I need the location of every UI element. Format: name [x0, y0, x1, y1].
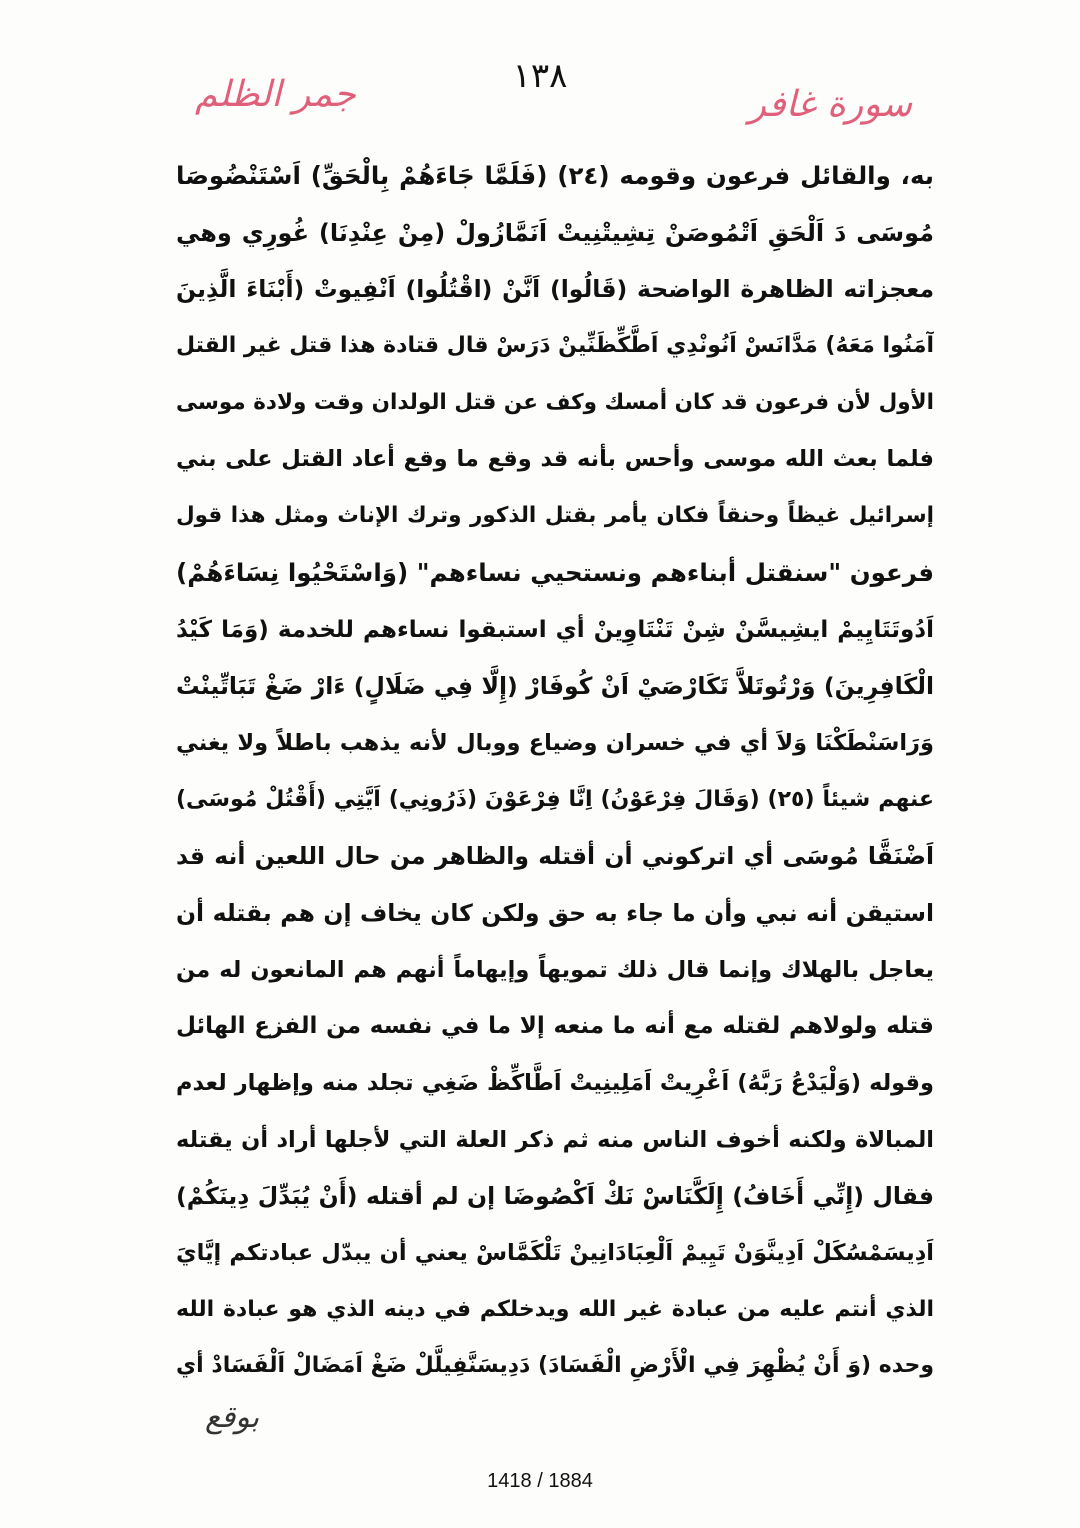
text-line: فرعون "سنقتل أبناءهم ونستحيي نساءهم" (وَاسْتَحْيُوا نِسَاءَهُمْ) [176, 557, 934, 587]
text-line: اَدُوتَتَايِيمْ ايشِيسَّنْ شِنْ تَنْتَاوِينْ أي استبقوا نساءهم للخدمة (وَمَا كَيْدُ [176, 616, 934, 643]
text-line: به، والقائل فرعون وقومه (٢٤) (فَلَمَّا جَاءَهُمْ بِالْحَقِّ) اَسْتَنْضُوصَا [176, 161, 934, 190]
body-text [176, 148, 934, 1395]
text-line: الْكَافِرِينَ) وَرْتُوتَلاَّ تَكَارْصَيْ اَنْ كُوفَارْ (إِلَّا فِي ضَلَالٍ) ءَارْ ضَغْ تَبَاتِّينْتْ [176, 672, 934, 701]
text-line: معجزاته الظاهرة الواضحة (قَالُوا) اَنَّنْ (اقْتُلُوا) اَنْفِيوتْ (أَبْنَاءَ الَّذِينَ [176, 275, 934, 304]
margin-note-left: جمر الظلم [195, 74, 356, 115]
text-line: الأول لأن فرعون قد كان أمسك وكف عن قتل الولدان وقت ولادة موسى [176, 389, 934, 415]
text-line: وحده (وَ أَنْ يُظْهِرَ فِي الْأَرْضِ الْفَسَادَ) دَدِيسَنَّفِيلَّلْ ضَغْ اَمَضَالْ اَلْفَسَادْ أي [176, 1353, 934, 1379]
text-line: استيقن أنه نبي وأن ما جاء به حق ولكن كان يخاف إن هم بقتله أن [176, 898, 934, 927]
text-line: مُوسَى دَ اَلْحَقِ اَتْمُوصَنْ تِشِيتْنِيتْ اَنَمَّازُولْ (مِنْ عِنْدِنَا) غُورِي وهي [176, 218, 934, 247]
text-line: اَدِيسَمْسُكَلْ اَدِينَّوَنْ تَيِيمْ اَلْعِبَادَانِينْ تَلْكَمَّاسْ يعني أن يبدّل عبادتكم إيَّايَ [176, 1240, 934, 1267]
page-number: ١٣٨ [512, 56, 568, 96]
text-line: وقوله (وَلْيَدْعُ رَبَّهُ) اَغْرِيتْ اَمَلِينِيتْ اَطَّاكِّظْ ضَغِي تجلد منه وإظهار لعدم [176, 1070, 934, 1096]
catchword: بوقع [205, 1400, 260, 1435]
text-line: فلما بعث الله موسى وأحس بأنه قد وقع ما وقع أعاد القتل على بني [176, 446, 934, 473]
text-line: الذي أنتم عليه من عبادة غير الله ويدخلكم في دينه الذي هو عبادة الله [176, 1296, 934, 1322]
text-line: فقال (إِنِّي أَخَافُ) إِلَكَّنَاسْ نَكْ اَكْصُوضَا إن لم أقتله (أَنْ يُبَدِّلَ دِينَكُمْ) [176, 1182, 934, 1211]
page-counter: 1418 / 1884 [487, 1470, 593, 1492]
margin-note-right: سورة غافر [748, 84, 912, 125]
text-line: وَرَاسَنْطَكْنَا وَلاَ أي في خسران وضياع ووبال لأنه يذهب باطلاً ولا يغني [176, 729, 934, 756]
text-line: آمَنُوا مَعَهُ) مَدَّانَسْ اَنُونْدِي اَطَّكِّظَنِّينْ دَرَسْ قال قتادة هذا قتل غير القتل [176, 333, 934, 359]
text-line: عنهم شيئاً (٢٥) (وَقَالَ فِرْعَوْنُ) اِنَّا فِرْعَوْنَ (ذَرُونِي) اَيَّتِي (أَقْتُلْ مُوسَى) [176, 786, 934, 812]
text-line: قتله ولولاهم لقتله مع أنه ما منعه إلا ما في نفسه من الفزع الهائل [176, 1013, 934, 1040]
text-line: اَضْنَقَّا مُوسَى أي اتركوني أن أقتله والظاهر من حال اللعين أنه قد [176, 842, 934, 871]
text-line: إسرائيل غيظاً وحنقاً فكان يأمر بقتل الذكور وترك الإناث ومثل هذا قول [176, 503, 934, 529]
text-line: يعاجل بالهلاك وإنما قال ذلك تمويهاً وإيهاماً أنهم هم المانعون له من [176, 956, 934, 983]
text-line: المبالاة ولكنه أخوف الناس منه ثم ذكر العلة التي لأجلها أراد أن يقتله [176, 1126, 934, 1153]
